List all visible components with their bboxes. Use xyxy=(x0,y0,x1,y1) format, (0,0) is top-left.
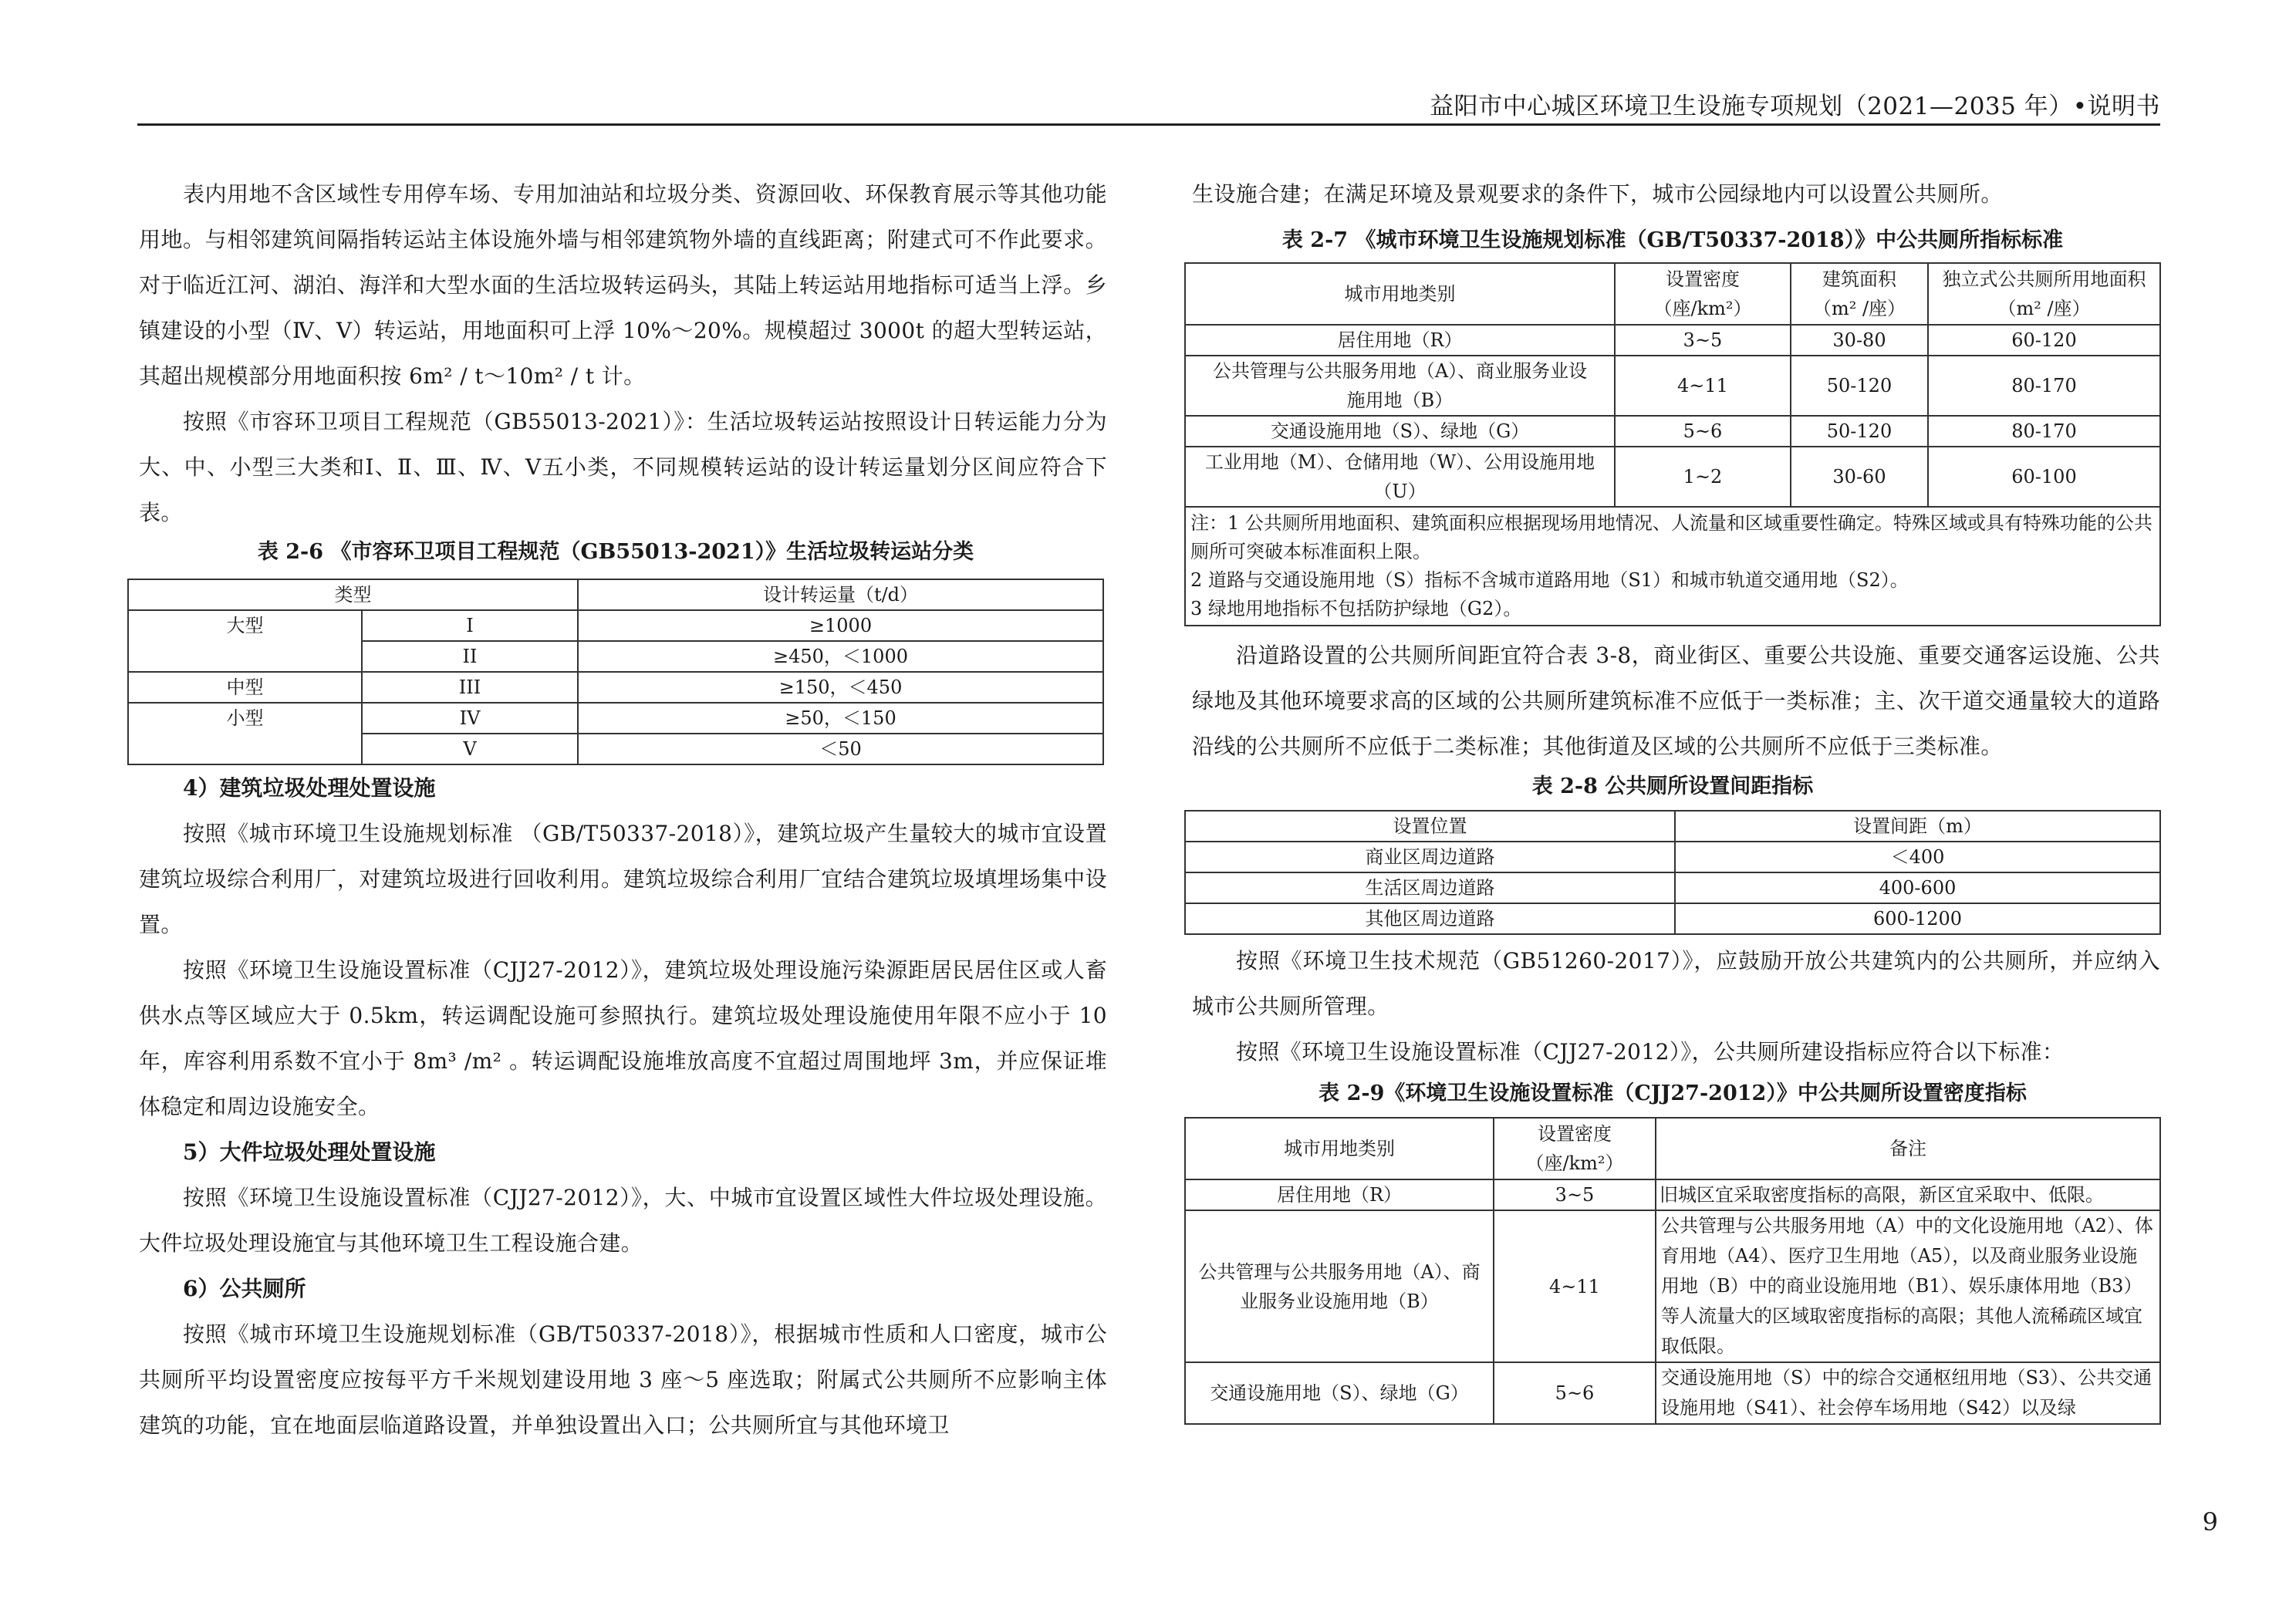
table-2-6 xyxy=(127,537,1104,765)
table-2-6-grid xyxy=(127,579,1104,765)
table-row xyxy=(128,672,1103,703)
cell-density: 4~11 xyxy=(1494,1210,1656,1362)
cell-location: 其他区周边道路 xyxy=(1185,903,1675,934)
left-paragraph-6: 按照《城市环境卫生设施规划标准（GB/T50337-2018）》，根据城市性质和人口密度，城市公共厕所平均设置密度应按每平方千米规划建设用地 3 座～5 座选取；附属式公共厕所不应影响主体建筑的功能，宜在地面层临道路设置，并单独设置出入口；公共厕所宜与其他环境卫 xyxy=(139,1321,1107,1438)
header-density-unit: （座/km²） xyxy=(1525,1152,1624,1174)
note-3: 3 绿地用地指标不包括防护绿地（G2）。 xyxy=(1190,598,1522,619)
left-paragraph-5: 按照《环境卫生设施设置标准（CJJ27-2012）》，大、中城市宜设置区域性大件垃圾处理设施。大件垃圾处理设施宜与其他环境卫生工程设施合建。 xyxy=(139,1185,1107,1256)
left-paragraph-4: 按照《环境卫生设施设置标准（CJJ27-2012）》，建筑垃圾处理设施污染源距居民居住区或人畜供水点等区域应大于 0.5km，转运调配设施可参照执行。建筑垃圾处理设施使用年限不应小于 10 年，库容利用系数不宜小于 8m³ /m² 。转运调配设施堆放高度不宜超过周围地坪 3m，并应保证堆体稳定和周边设施安全。 xyxy=(139,957,1107,1119)
table-2-8-grid xyxy=(1184,810,2161,935)
running-header: 益阳市中心城区环境卫生设施专项规划（2021—2035 年）•说明书 xyxy=(1430,93,2160,120)
header-land-type: 城市用地类别 xyxy=(1185,263,1615,325)
cell-land-area: 80-170 xyxy=(1928,416,2160,447)
table-2-9 xyxy=(1184,1078,2161,1425)
group-name: 中型 xyxy=(128,672,362,703)
section-heading-6: 6）公共厕所 xyxy=(183,1276,306,1301)
table-row xyxy=(1185,811,2160,842)
class-cell: V xyxy=(362,734,578,764)
cell-land-type: 公共管理与公共服务用地（A）、商业服务业设施用地（B） xyxy=(1185,1210,1494,1362)
cell-land-type: 居住用地（R） xyxy=(1185,325,1615,356)
table-row xyxy=(1185,1362,2160,1424)
cell-spacing: ＜400 xyxy=(1675,842,2160,872)
cell-density: 4~11 xyxy=(1615,356,1791,416)
table-row xyxy=(1185,263,2160,325)
cell-building-area: 50-120 xyxy=(1791,416,1928,447)
table-row xyxy=(1185,356,2160,416)
table-2-7-grid xyxy=(1184,262,2161,626)
table-row xyxy=(1185,1118,2160,1179)
header-density-unit: （座/km²） xyxy=(1653,298,1752,319)
table-row xyxy=(1185,447,2160,507)
table-row xyxy=(1185,872,2160,903)
cell-density: 5~6 xyxy=(1615,416,1791,447)
header-density xyxy=(1494,1118,1656,1179)
header-density-label: 设置密度 xyxy=(1538,1123,1612,1145)
page-number: 9 xyxy=(2202,1507,2218,1537)
capacity-cell: ＜50 xyxy=(578,734,1103,764)
section-heading-4: 4）建筑垃圾处理处置设施 xyxy=(183,775,436,801)
note-2: 2 道路与交通设施用地（S）指标不含城市道路用地（S1）和城市轨道交通用地（S2）。 xyxy=(1190,569,1909,591)
cell-location: 商业区周边道路 xyxy=(1185,842,1675,872)
cell-land-area: 80-170 xyxy=(1928,356,2160,416)
cell-building-area: 30-80 xyxy=(1791,325,1928,356)
cell-building-area: 50-120 xyxy=(1791,356,1928,416)
class-cell: I xyxy=(362,610,578,641)
cell-location: 生活区周边道路 xyxy=(1185,872,1675,903)
cell-remarks: 旧城区宜采取密度指标的高限，新区宜采取中、低限。 xyxy=(1656,1179,2160,1210)
header-density xyxy=(1615,263,1791,325)
header-land-type: 城市用地类别 xyxy=(1185,1118,1494,1179)
group-name: 小型 xyxy=(128,703,362,764)
right-column-mid xyxy=(1192,633,2160,769)
header-capacity: 设计转运量（t/d） xyxy=(578,579,1103,610)
table-row xyxy=(1185,1210,2160,1362)
cell-land-type: 交通设施用地（S）、绿地（G） xyxy=(1185,416,1615,447)
capacity-cell: ≥50，＜150 xyxy=(578,703,1103,734)
left-column-lower xyxy=(139,765,1107,1448)
left-paragraph-1: 表内用地不含区域性专用停车场、专用加油站和垃圾分类、资源回收、环保教育展示等其他功能用地。与相邻建筑间隔指转运站主体设施外墙与相邻建筑物外墙的直线距离；附建式可不作此要求。对于临近江河、湖泊、海洋和大型水面的生活垃圾转运码头，其陆上转运站用地指标可适当上浮。乡镇建设的小型（Ⅳ、Ⅴ）转运站，用地面积可上浮 10%～20%。规模超过 3000t 的超大型转运站，其超出规模部分用地面积按 6m² / t～10m² / t 计。 xyxy=(139,181,1107,389)
cell-spacing: 600-1200 xyxy=(1675,903,2160,934)
header-land-area xyxy=(1928,263,2160,325)
section-heading-5: 5）大件垃圾处理处置设施 xyxy=(183,1139,436,1165)
table-row xyxy=(1185,1179,2160,1210)
header-building-area-unit: （m² /座） xyxy=(1812,298,1906,319)
table-2-6-caption: 表 2-6 《市容环卫项目工程规范（GB55013-2021）》生活垃圾转运站分类 xyxy=(257,540,974,564)
right-paragraph-3: 按照《环境卫生技术规范（GB51260-2017）》，应鼓励开放公共建筑内的公共厕所，并应纳入城市公共厕所管理。 xyxy=(1192,948,2160,1019)
left-paragraph-3: 按照《城市环境卫生设施规划标准 （GB/T50337-2018）》，建筑垃圾产生量较大的城市宜设置建筑垃圾综合利用厂，对建筑垃圾进行回收利用。建筑垃圾综合利用厂宜结合建筑垃圾填埋场集中设置。 xyxy=(139,821,1107,937)
cell-land-area: 60-120 xyxy=(1928,325,2160,356)
table-row xyxy=(1185,903,2160,934)
table-row xyxy=(128,579,1103,610)
class-cell: II xyxy=(362,641,578,672)
right-paragraph-4: 按照《环境卫生设施设置标准（CJJ27-2012）》，公共厕所建设指标应符合以下标准： xyxy=(1236,1039,2065,1065)
cell-remarks: 交通设施用地（S）中的综合交通枢纽用地（S3）、公共交通设施用地（S41）、社会停车场用地（S42）以及绿 xyxy=(1656,1362,2160,1424)
right-paragraph-1: 生设施合建；在满足环境及景观要求的条件下，城市公园绿地内可以设置公共厕所。 xyxy=(1192,181,2003,207)
table-row xyxy=(1185,842,2160,872)
cell-building-area: 30-60 xyxy=(1791,447,1928,507)
header-density-label: 设置密度 xyxy=(1666,268,1740,290)
table-row xyxy=(128,610,1103,641)
right-column-lower xyxy=(1192,938,2160,1075)
table-row xyxy=(128,703,1103,734)
header-land-area-unit: （m² /座） xyxy=(1997,298,2091,319)
right-paragraph-2: 沿道路设置的公共厕所间距宜符合表 3-8，商业街区、重要公共设施、重要交通客运设施、公共绿地及其他环境要求高的区域的公共厕所建筑标准不应低于一类标准；主、次干道交通量较大的道路沿线的公共厕所不应低于二类标准；其他街道及区域的公共厕所不应低于三类标准。 xyxy=(1192,643,2160,759)
cell-land-type: 交通设施用地（S）、绿地（G） xyxy=(1185,1362,1494,1424)
capacity-cell: ≥450，＜1000 xyxy=(578,641,1103,672)
table-2-9-grid xyxy=(1184,1117,2161,1425)
table-2-9-caption: 表 2-9《环境卫生设施设置标准（CJJ27-2012）》中公共厕所设置密度指标 xyxy=(1319,1081,2027,1105)
table-2-8 xyxy=(1184,771,2161,935)
left-paragraph-2: 按照《市容环卫项目工程规范（GB55013-2021）》：生活垃圾转运站按照设计日转运能力分为大、中、小型三大类和Ⅰ、Ⅱ、Ⅲ、Ⅳ、Ⅴ五小类，不同规模转运站的设计转运量划分区间应符合下表。 xyxy=(139,409,1107,525)
left-column xyxy=(139,171,1107,535)
cell-remarks: 公共管理与公共服务用地（A）中的文化设施用地（A2）、体育用地（A4）、医疗卫生用地（A5），以及商业服务业设施用地（B）中的商业设施用地（B1）、娱乐康体用地（B3）等人流量大的区域取密度指标的高限；其他人流稀疏区域宜取低限。 xyxy=(1656,1210,2160,1362)
group-name: 大型 xyxy=(128,610,362,672)
header-spacing: 设置间距（m） xyxy=(1675,811,2160,842)
header-building-area xyxy=(1791,263,1928,325)
capacity-cell: ≥150，＜450 xyxy=(578,672,1103,703)
table-row xyxy=(1185,325,2160,356)
capacity-cell: ≥1000 xyxy=(578,610,1103,641)
cell-land-type: 工业用地（M）、仓储用地（W）、公用设施用地（U） xyxy=(1185,447,1615,507)
table-row xyxy=(1185,416,2160,447)
table-2-7 xyxy=(1184,225,2161,626)
cell-spacing: 400-600 xyxy=(1675,872,2160,903)
table-notes xyxy=(1185,507,2160,626)
class-cell: IV xyxy=(362,703,578,734)
cell-density: 3~5 xyxy=(1615,325,1791,356)
cell-land-type: 居住用地（R） xyxy=(1185,1179,1494,1210)
header-rule xyxy=(137,123,2160,126)
cell-density: 1~2 xyxy=(1615,447,1791,507)
class-cell: III xyxy=(362,672,578,703)
note-1: 注：1 公共厕所用地面积、建筑面积应根据现场用地情况、人流量和区域重要性确定。特殊区域或具有特殊功能的公共厕所可突破本标准面积上限。 xyxy=(1190,512,2152,562)
cell-land-area: 60-100 xyxy=(1928,447,2160,507)
header-land-area-label: 独立式公共厕所用地面积 xyxy=(1942,268,2146,290)
table-2-8-caption: 表 2-8 公共厕所设置间距指标 xyxy=(1531,774,1814,798)
cell-density: 5~6 xyxy=(1494,1362,1656,1424)
notes-cell xyxy=(1185,507,2160,626)
table-2-7-caption: 表 2-7 《城市环境卫生设施规划标准（GB/T50337-2018）》中公共厕所指标标准 xyxy=(1281,228,2064,252)
right-column xyxy=(1192,171,2160,217)
header-building-area-label: 建筑面积 xyxy=(1822,268,1896,290)
header-type: 类型 xyxy=(128,579,578,610)
cell-land-type: 公共管理与公共服务用地（A）、商业服务业设施用地（B） xyxy=(1185,356,1615,416)
header-remarks: 备注 xyxy=(1656,1118,2160,1179)
header-location: 设置位置 xyxy=(1185,811,1675,842)
cell-density: 3~5 xyxy=(1494,1179,1656,1210)
